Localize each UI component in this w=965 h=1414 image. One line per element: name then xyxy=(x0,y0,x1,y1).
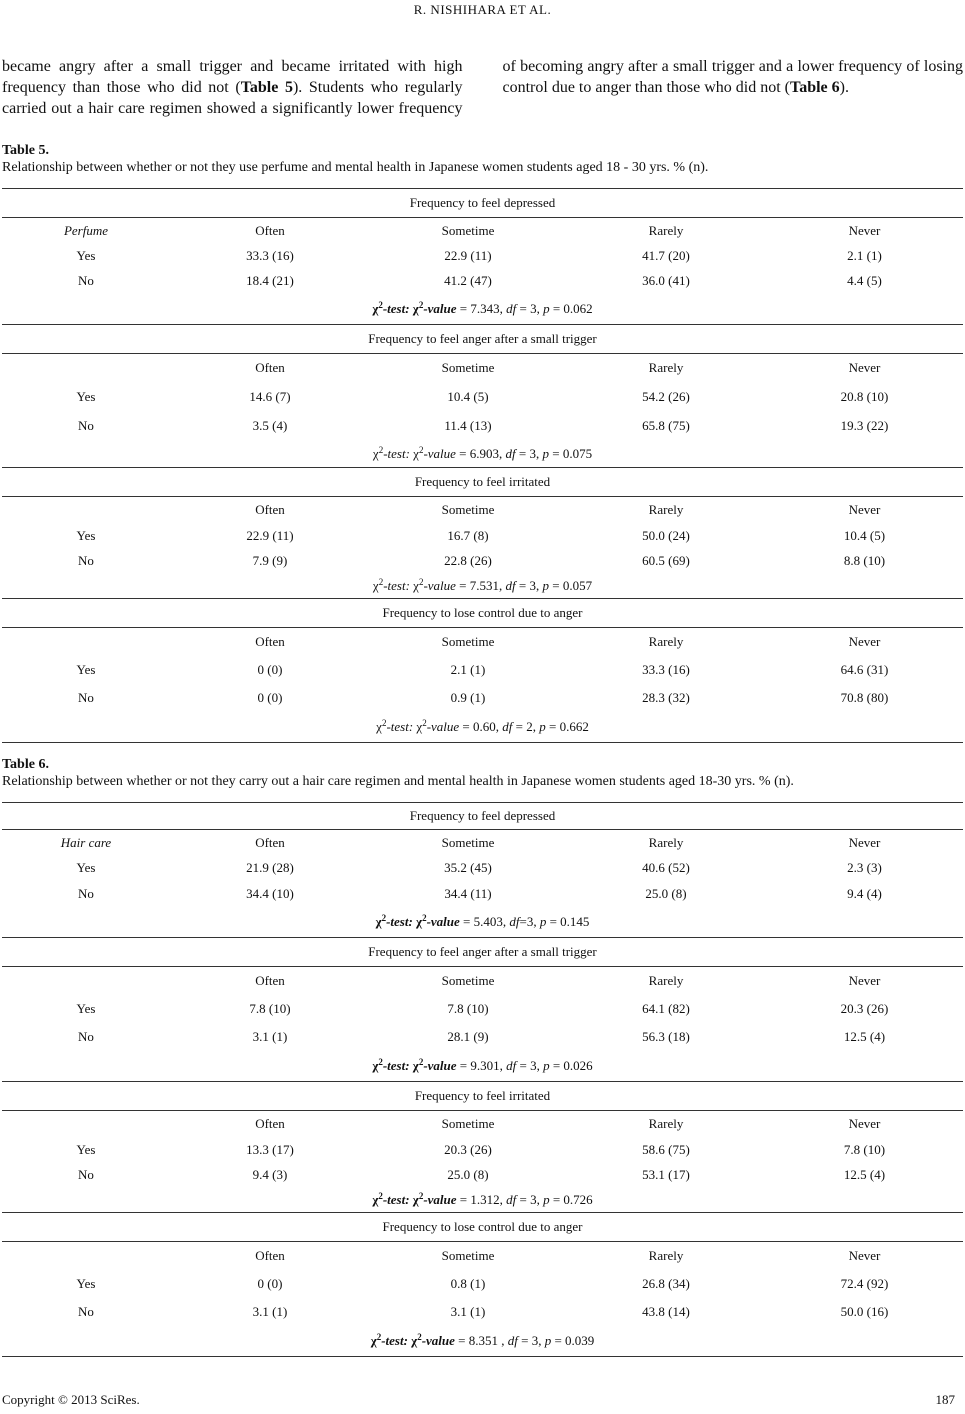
cell: 28.1 (9) xyxy=(447,1029,489,1044)
col-sometime: Sometime xyxy=(441,973,495,988)
cell: 11.4 (13) xyxy=(444,418,492,433)
cell: 3.1 (1) xyxy=(450,1304,486,1319)
cell: 28.3 (32) xyxy=(642,690,690,705)
col-sometime: Sometime xyxy=(441,634,495,649)
cell: 12.5 (4) xyxy=(843,1029,886,1044)
cell: 2.1 (1) xyxy=(450,662,486,677)
cell: 56.3 (18) xyxy=(642,1029,690,1044)
table-6-block-anger xyxy=(2,937,963,1081)
cell: 64.1 (82) xyxy=(642,1001,690,1016)
cell: 33.3 (16) xyxy=(642,662,690,677)
row-label: No xyxy=(78,1167,94,1182)
col-never: Never xyxy=(848,223,881,238)
cell: 0.8 (1) xyxy=(450,1276,486,1291)
col-never: Never xyxy=(848,835,881,850)
cell: 7.8 (10) xyxy=(249,1001,291,1016)
row-label: Yes xyxy=(76,389,96,404)
cell: 70.8 (80) xyxy=(840,690,889,705)
chi-square-stat: $\chi^2$-test: $\chi^2$-value = 7.531, df = 3, p = 0.057 xyxy=(372,577,593,593)
column-header-row xyxy=(2,1242,963,1270)
cell: 21.9 (28) xyxy=(246,860,294,875)
body-paragraph xyxy=(2,56,963,119)
block-title: Frequency to feel anger after a small trigger xyxy=(2,325,963,354)
table-row xyxy=(2,656,963,684)
row-label: No xyxy=(78,273,94,288)
column-header-row xyxy=(2,628,963,656)
block-title: Frequency to feel anger after a small trigger xyxy=(2,938,963,967)
cell: 50.0 (24) xyxy=(642,528,690,543)
table-row xyxy=(2,880,963,907)
column-header-row xyxy=(2,1111,963,1137)
table-6-block-depressed xyxy=(2,803,963,937)
row-label: No xyxy=(78,1304,94,1319)
col-often: Often xyxy=(255,360,285,375)
col-rarely: Rarely xyxy=(648,360,684,375)
col-sometime: Sometime xyxy=(441,835,495,850)
col-rarely: Rarely xyxy=(648,502,684,517)
table-5-block-anger xyxy=(2,324,963,467)
row-label: Yes xyxy=(76,662,96,677)
col-rarely: Rarely xyxy=(648,1248,684,1263)
cell: 54.2 (26) xyxy=(642,389,690,404)
cell: 20.3 (26) xyxy=(444,1142,492,1157)
col-often: Often xyxy=(255,1248,285,1263)
body-text-2: ). Students who regularly carried out a hair care regimen showed a significantly lower frequency of becoming angry after a small trigger and a lower frequency of losing control due to anger than those who did not ( xyxy=(2,58,963,117)
table-6-label: Table 6. xyxy=(2,757,49,772)
chi-square-stat: $\chi^2$-test: $\chi^2$-value = 1.312, df = 3, p = 0.726 xyxy=(372,1191,593,1207)
table-6 xyxy=(2,802,963,1357)
block-title: Frequency to feel depressed xyxy=(2,803,963,830)
chi-square-stat: $\chi^2$-test: $\chi^2$-value = 8.351 , df = 3, p = 0.039 xyxy=(370,1332,595,1348)
row-header: Perfume xyxy=(63,223,109,238)
table-row xyxy=(2,1162,963,1187)
table-5 xyxy=(2,188,963,743)
cell: 4.4 (5) xyxy=(847,273,882,288)
cell: 72.4 (92) xyxy=(840,1276,889,1291)
col-rarely: Rarely xyxy=(648,1116,684,1131)
row-label: No xyxy=(78,418,94,433)
table-row xyxy=(2,268,963,293)
cell: 53.1 (17) xyxy=(642,1167,690,1182)
col-often: Often xyxy=(255,502,285,517)
cell: 33.3 (16) xyxy=(246,248,294,263)
table-6-caption xyxy=(2,756,963,790)
table-5-caption xyxy=(2,142,963,176)
col-sometime: Sometime xyxy=(441,1248,495,1263)
table-row xyxy=(2,411,963,440)
block-title: Frequency to feel irritated xyxy=(2,1082,963,1111)
copyright: Copyright © 2013 SciRes. xyxy=(2,1392,140,1407)
cell: 34.4 (11) xyxy=(444,886,492,901)
row-label: Yes xyxy=(76,1276,96,1291)
table-6-ref[interactable]: Table 6 xyxy=(790,79,840,96)
body-text-3: ). xyxy=(839,79,849,96)
table-5-label: Table 5. xyxy=(2,143,49,158)
col-often: Often xyxy=(255,223,285,238)
cell: 35.2 (45) xyxy=(444,860,492,875)
table-row xyxy=(2,1023,963,1051)
cell: 43.8 (14) xyxy=(642,1304,690,1319)
cell: 10.4 (5) xyxy=(843,528,886,543)
cell: 58.6 (75) xyxy=(642,1142,690,1157)
cell: 12.5 (4) xyxy=(843,1167,886,1182)
cell: 22.8 (26) xyxy=(444,553,492,568)
col-rarely: Rarely xyxy=(648,973,684,988)
table-5-ref[interactable]: Table 5 xyxy=(240,79,293,96)
cell: 9.4 (3) xyxy=(252,1167,288,1182)
row-header: Hair care xyxy=(60,835,112,850)
col-rarely: Rarely xyxy=(648,223,684,238)
cell: 41.7 (20) xyxy=(642,248,690,263)
table-row xyxy=(2,855,963,880)
block-title: Frequency to lose control due to anger xyxy=(2,1213,963,1242)
cell: 18.4 (21) xyxy=(246,273,294,288)
table-6-block-lose-control xyxy=(2,1212,963,1356)
col-never: Never xyxy=(848,360,881,375)
cell: 0 (0) xyxy=(257,662,283,677)
col-often: Often xyxy=(255,1116,285,1131)
chi-square-stat: $\chi^2$-test: $\chi^2$-value = 6.903, df = 3, p = 0.075 xyxy=(372,445,593,461)
cell: 64.6 (31) xyxy=(840,662,889,677)
table-5-block-depressed xyxy=(2,189,963,324)
col-often: Often xyxy=(255,634,285,649)
col-often: Often xyxy=(255,973,285,988)
cell: 60.5 (69) xyxy=(642,553,690,568)
row-label: No xyxy=(78,553,94,568)
cell: 3.1 (1) xyxy=(252,1304,288,1319)
table-5-caption-text: Relationship between whether or not they use perfume and mental health in Japanese women students aged 18 - 30 yrs. % (n). xyxy=(2,160,709,175)
chi-square-stat: $\chi^2$-test: $\chi^2$-value = 5.403, df=3, p = 0.145 xyxy=(375,913,590,929)
running-header: R. NISHIHARA ET AL. xyxy=(413,2,552,17)
block-title: Frequency to feel depressed xyxy=(2,189,963,218)
cell: 3.1 (1) xyxy=(252,1029,288,1044)
table-row xyxy=(2,523,963,548)
cell: 10.4 (5) xyxy=(447,389,489,404)
block-title: Frequency to lose control due to anger xyxy=(2,599,963,628)
page-number: 187 xyxy=(935,1392,955,1407)
cell: 41.2 (47) xyxy=(444,273,492,288)
block-title: Frequency to feel irritated xyxy=(2,468,963,497)
cell: 22.9 (11) xyxy=(246,528,294,543)
cell: 13.3 (17) xyxy=(246,1142,294,1157)
col-never: Never xyxy=(848,973,881,988)
column-header-row xyxy=(2,497,963,523)
cell: 25.0 (8) xyxy=(645,886,687,901)
chi-square-stat: $\chi^2$-test: $\chi^2$-value = 0.60, df = 2, p = 0.662 xyxy=(376,718,589,734)
row-label: Yes xyxy=(76,248,96,263)
cell: 19.3 (22) xyxy=(840,418,889,433)
cell: 14.6 (7) xyxy=(249,389,291,404)
row-label: No xyxy=(78,690,94,705)
table-row xyxy=(2,548,963,573)
col-sometime: Sometime xyxy=(441,360,495,375)
table-row xyxy=(2,243,963,268)
cell: 36.0 (41) xyxy=(642,273,690,288)
row-label: Yes xyxy=(76,1142,96,1157)
cell: 0 (0) xyxy=(257,1276,283,1291)
column-header-row xyxy=(2,830,963,855)
cell: 34.4 (10) xyxy=(246,886,294,901)
col-rarely: Rarely xyxy=(648,634,684,649)
col-sometime: Sometime xyxy=(441,1116,495,1131)
cell: 26.8 (34) xyxy=(642,1276,690,1291)
col-rarely: Rarely xyxy=(648,835,684,850)
col-sometime: Sometime xyxy=(441,502,495,517)
table-5-block-irritated xyxy=(2,467,963,598)
cell: 9.4 (4) xyxy=(847,886,882,901)
table-5-block-lose-control xyxy=(2,598,963,742)
cell: 7.8 (10) xyxy=(447,1001,489,1016)
col-never: Never xyxy=(848,634,881,649)
col-sometime: Sometime xyxy=(441,223,495,238)
col-never: Never xyxy=(848,1116,881,1131)
cell: 20.8 (10) xyxy=(840,389,889,404)
column-header-row xyxy=(2,967,963,995)
table-row xyxy=(2,995,963,1023)
cell: 7.9 (9) xyxy=(252,553,288,568)
table-row xyxy=(2,1137,963,1162)
col-never: Never xyxy=(848,1248,881,1263)
table-row xyxy=(2,684,963,712)
cell: 0 (0) xyxy=(257,690,283,705)
cell: 50.0 (16) xyxy=(840,1304,889,1319)
cell: 8.8 (10) xyxy=(843,553,886,568)
col-never: Never xyxy=(848,502,881,517)
row-label: Yes xyxy=(76,528,96,543)
table-6-caption-text: Relationship between whether or not they carry out a hair care regimen and mental health in Japanese women students aged 18-30 yrs. % (n). xyxy=(2,774,794,789)
table-row xyxy=(2,1298,963,1326)
column-header-row xyxy=(2,354,963,382)
col-often: Often xyxy=(255,835,285,850)
column-header-row xyxy=(2,218,963,243)
row-label: No xyxy=(78,1029,94,1044)
cell: 3.5 (4) xyxy=(252,418,288,433)
chi-square-stat: $\chi^2$-test: $\chi^2$-value = 7.343, df = 3, p = 0.062 xyxy=(372,300,593,316)
table-row xyxy=(2,1270,963,1298)
cell: 2.1 (1) xyxy=(847,248,882,263)
table-row xyxy=(2,382,963,411)
cell: 16.7 (8) xyxy=(447,528,489,543)
cell: 7.8 (10) xyxy=(843,1142,886,1157)
cell: 20.3 (26) xyxy=(840,1001,889,1016)
row-label: Yes xyxy=(76,1001,96,1016)
cell: 25.0 (8) xyxy=(447,1167,489,1182)
body-text-1: became angry after a small trigger and became irritated with high frequency than those who did not ( xyxy=(2,58,463,96)
cell: 22.9 (11) xyxy=(444,248,492,263)
row-label: Yes xyxy=(76,860,96,875)
cell: 40.6 (52) xyxy=(642,860,690,875)
chi-square-stat: $\chi^2$-test: $\chi^2$-value = 9.301, df = 3, p = 0.026 xyxy=(372,1057,593,1073)
table-6-block-irritated xyxy=(2,1081,963,1212)
cell: 65.8 (75) xyxy=(642,418,690,433)
row-label: No xyxy=(78,886,94,901)
cell: 2.3 (3) xyxy=(847,860,882,875)
cell: 0.9 (1) xyxy=(450,690,486,705)
